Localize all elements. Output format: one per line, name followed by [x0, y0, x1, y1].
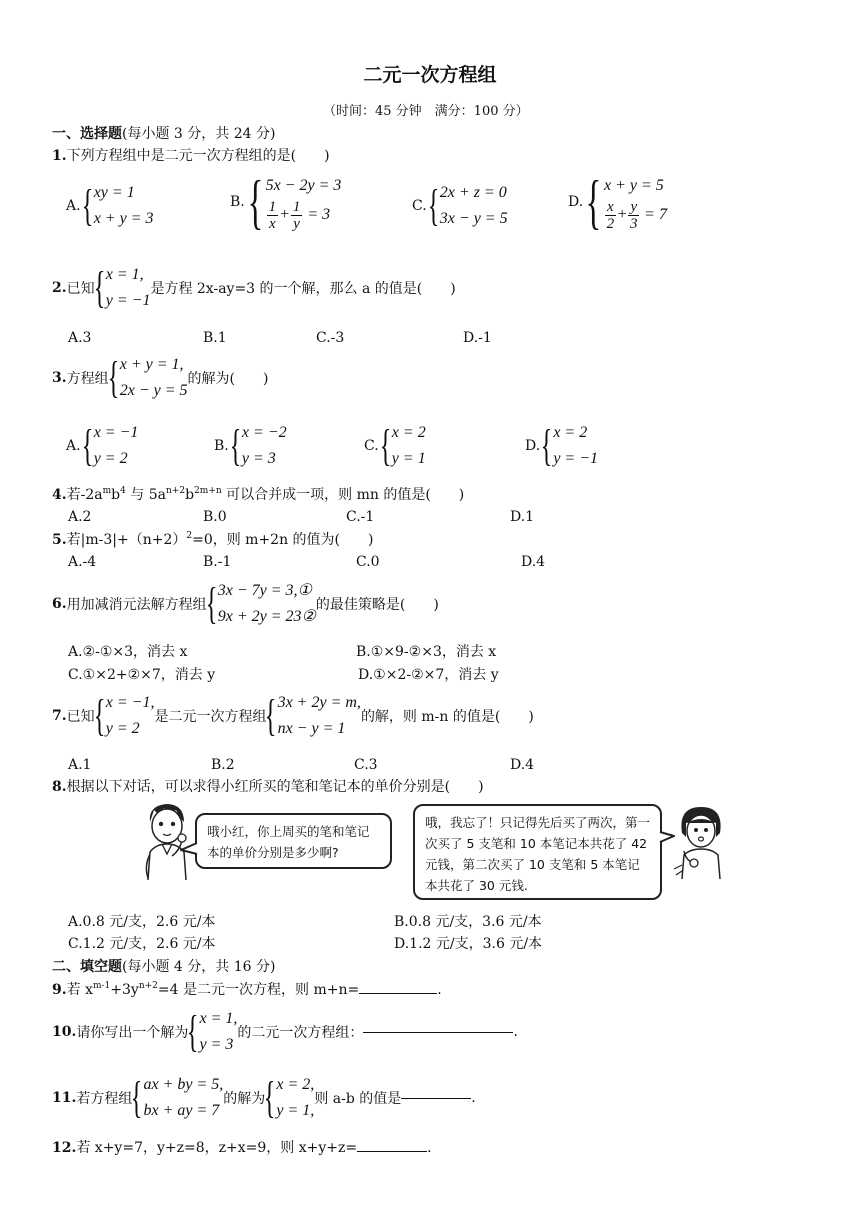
brace-icon: { — [93, 263, 105, 312]
q11-answer-blank[interactable] — [401, 1098, 471, 1099]
brace-icon: { — [427, 181, 440, 230]
brace-icon: { — [205, 579, 217, 628]
q1-c-eq2: 3x − y = 5 — [439, 210, 508, 227]
brace-icon: { — [540, 421, 553, 470]
q5-option-c[interactable]: C.0 — [356, 554, 380, 570]
q9-stem: 9.若 $x^{m-1}+3y^{n+2}=4$ 是二元一次方程，则 m+n= . — [52, 981, 442, 998]
q1-b-eq2: $\frac{1}{x}$ + $\frac{1}{y}$ = 3 — [268, 198, 331, 232]
q7-option-d[interactable]: D.4 — [510, 757, 535, 773]
q1-option-b[interactable] — [230, 169, 342, 235]
q10-answer-blank[interactable] — [363, 1032, 513, 1033]
q3-pre: 方程组 — [66, 371, 109, 387]
q6-stem: 6. 用加减消元法解方程组 { 3x − 7y = 3,① 9x + 2y = 23② 的最佳策略是( ) — [52, 579, 439, 628]
q1-d-eq1: x + y = 5 — [604, 176, 664, 194]
brace-icon: { — [585, 169, 602, 235]
q5-option-d[interactable]: D.4 — [521, 554, 546, 570]
brace-icon: { — [107, 353, 119, 402]
section-1-note: (每小题 3 分，共 24 分) — [122, 126, 276, 142]
q1-c-eq1: 2x + z = 0 — [439, 184, 507, 201]
q6-option-d[interactable]: D.①×2-②×7，消去 y — [358, 667, 499, 683]
q12-answer-blank[interactable] — [357, 1151, 427, 1152]
q1-d-eq2: $\frac{x}{2}$ + $\frac{y}{3}$ = 7 — [606, 198, 667, 232]
q1-stem — [52, 148, 330, 166]
boy-illustration — [136, 800, 196, 882]
page-title: 二元一次方程组 — [363, 64, 497, 86]
q5-option-b[interactable]: B.-1 — [203, 554, 232, 570]
speech-bubble-left-text: 哦小红，你上周买的笔和笔记本的单价分别是多少啊? — [207, 824, 370, 860]
q3-number: 3. — [52, 370, 67, 386]
section-2-title: 二、填空题 — [52, 959, 122, 975]
speech-bubble-right — [413, 804, 662, 900]
q7-option-b[interactable]: B.2 — [211, 757, 235, 773]
q4-option-a[interactable]: A.2 — [68, 509, 92, 525]
bubble-tail-icon — [180, 842, 198, 856]
brace-icon: { — [264, 1073, 276, 1122]
q2-stem — [52, 262, 456, 314]
brace-icon: { — [93, 691, 105, 740]
q3-stem — [52, 352, 268, 404]
q1-b-label: B. — [230, 194, 245, 210]
q2-option-c[interactable]: C.-3 — [316, 330, 345, 346]
q8-option-b[interactable]: B.0.8 元/支，3.6 元/本 — [394, 914, 542, 930]
q2-option-a[interactable]: A.3 — [68, 330, 92, 346]
q5-option-a[interactable]: A.-4 — [68, 554, 97, 570]
speech-bubble-right-text: 哦，我忘了！只记得先后买了两次，第一次买了 5 支笔和 10 本笔记本共花了 42 元钱，第二次买了 10 支笔和 5 本笔记本共花了 30 元钱. — [425, 815, 651, 893]
q8-option-d[interactable]: D.1.2 元/支，3.6 元/本 — [394, 936, 543, 952]
q4-option-c[interactable]: C.-1 — [346, 509, 375, 525]
q6-option-b[interactable]: B.①×9-②×3，消去 x — [356, 644, 497, 660]
brace-icon: { — [247, 169, 264, 235]
q2-option-d[interactable]: D.-1 — [463, 330, 492, 346]
q7-option-c[interactable]: C.3 — [354, 757, 378, 773]
brace-icon: { — [379, 421, 392, 470]
q1-option-d[interactable] — [568, 169, 667, 235]
q2-post: 是方程 2x-ay=3 的一个解，那么 a 的值是( ) — [150, 281, 456, 297]
q1-c-label: C. — [412, 198, 427, 214]
q7-stem: 7. 已知 { x = −1, y = 2 是二元一次方程组 { 3x + 2y = m, nx − y = 1 的解，则 m-n 的值是( ) — [52, 691, 534, 740]
q1-number: 1. — [52, 148, 67, 164]
q3-option-b[interactable]: B. { x = −2 y = 3 — [214, 421, 287, 470]
brace-icon: { — [265, 691, 277, 740]
q5-stem: 5.若$|m-3|+(n+2)^2=0$，则 m+2n 的值为( ) — [52, 531, 374, 548]
q4-option-b[interactable]: B.0 — [203, 509, 227, 525]
q3-option-a[interactable]: A. { x = −1 y = 2 — [66, 421, 139, 470]
q11-stem: 11. 若方程组 { ax + by = 5, bx + ay = 7 的解为 { x = 2, y = 1, 则 a-b 的值是 . — [52, 1073, 476, 1122]
q8-option-c[interactable]: C.1.2 元/支，2.6 元/本 — [68, 936, 216, 952]
q3-option-d[interactable]: D. { x = 2 y = −1 — [525, 421, 599, 470]
q3-option-c[interactable]: C. { x = 2 y = 1 — [364, 421, 426, 470]
q2-eq1: x = 1, — [105, 266, 144, 283]
section-2-heading — [52, 959, 275, 977]
section-1-title: 一、选择题 — [52, 126, 122, 142]
q1-a-eq1: xy = 1 — [93, 184, 135, 201]
q2-option-b[interactable]: B.1 — [203, 330, 227, 346]
q2-pre: 已知 — [66, 281, 95, 297]
q1-text: 下列方程组中是二元一次方程组的是( ) — [66, 148, 330, 164]
speech-bubble-left — [195, 813, 392, 869]
q3-eq1: x + y = 1, — [119, 356, 184, 373]
q9-answer-blank[interactable] — [359, 993, 437, 994]
q1-option-a[interactable] — [66, 180, 153, 232]
q4-stem: 4.若$-2a^mb^4$ 与 $5a^{n+2}b^{2m+n}$ 可以合并成一项，则 mn 的值是( ) — [52, 486, 465, 503]
brace-icon: { — [187, 1007, 199, 1056]
q10-stem: 10. 请你写出一个解为 { x = 1, y = 3 的二元一次方程组： . — [52, 1007, 518, 1056]
q1-a-label: A. — [66, 198, 81, 214]
q8-stem: 8.根据以下对话，可以求得小红所买的笔和笔记本的单价分别是( ) — [52, 779, 484, 795]
brace-icon: { — [131, 1073, 143, 1122]
section-1-heading — [52, 126, 275, 144]
q1-d-label: D. — [568, 194, 584, 210]
q7-option-a[interactable]: A.1 — [68, 757, 92, 773]
q6-option-c[interactable]: C.①×2+②×7，消去 y — [68, 667, 216, 683]
q2-eq2: y = −1 — [105, 292, 151, 309]
girl-illustration — [672, 803, 730, 881]
q2-number: 2. — [52, 280, 67, 296]
q1-a-eq2: x + y = 3 — [93, 210, 154, 227]
q8-option-a[interactable]: A.0.8 元/支，2.6 元/本 — [68, 914, 216, 930]
q4-option-d[interactable]: D.1 — [510, 509, 535, 525]
q1-option-c[interactable] — [412, 180, 508, 232]
q3-eq2: 2x − y = 5 — [119, 382, 188, 399]
q1-b-eq1: 5x − 2y = 3 — [265, 176, 342, 194]
section-2-note: (每小题 4 分，共 16 分) — [122, 959, 276, 975]
q3-post: 的解为( ) — [187, 371, 269, 387]
brace-icon: { — [81, 421, 93, 470]
brace-icon: { — [229, 421, 242, 470]
q6-option-a[interactable]: A.②-①×3，消去 x — [68, 644, 188, 660]
page-subtitle: （时间：45 分钟 满分：100 分） — [323, 104, 529, 119]
q12-stem: 12.若 x+y=7，y+z=8，z+x=9，则 x+y+z= . — [52, 1140, 432, 1156]
brace-icon: { — [81, 181, 93, 230]
